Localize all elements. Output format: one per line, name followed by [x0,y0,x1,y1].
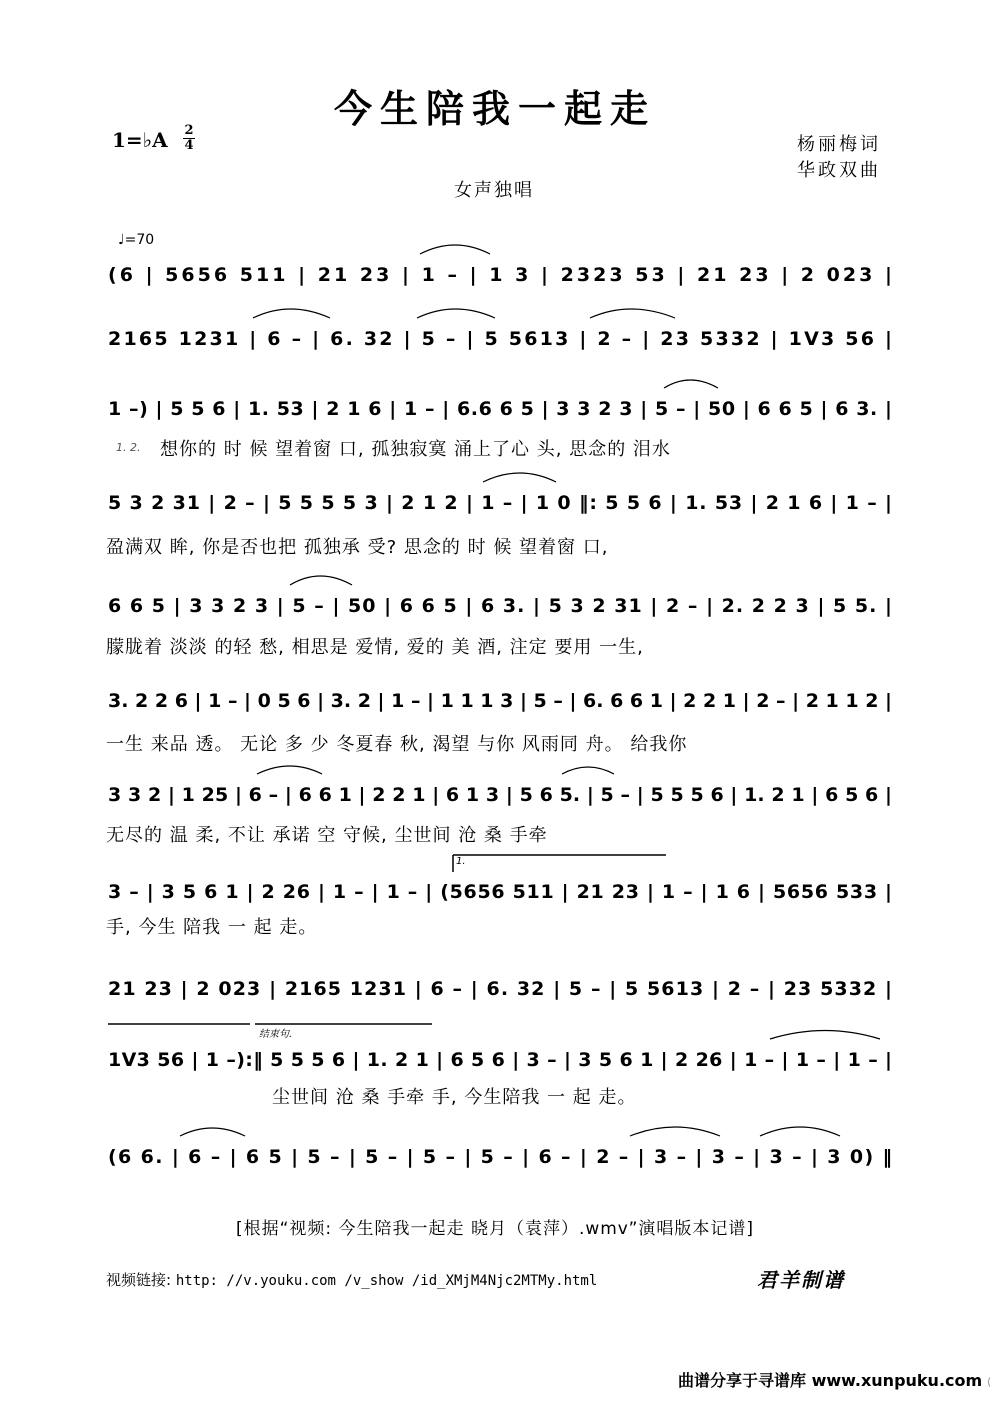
score-row-9-text: 21 23 | 2 023 | 2165 1231 | 6 – | 6. 32 | 5 – | 5 5613 | 2 – | 23 5332 | [108,978,892,1000]
tie-arc [664,380,718,388]
key-signature: 1=♭A [112,128,168,152]
score-row-1-text: (6 | 5656 511 | 21 23 | 1 – | 1 3 | 2323 53 | 21 23 | 2 023 | [108,264,892,286]
score-row-7-text: 3 3 2 | 1 25 | 6 – | 6 6 1 | 2 2 1 | 6 1 3 | 5 6 5. | 5 – | 5 5 5 6 | 1. 2 1 | 6 5 6 | [108,784,892,806]
score-row-5-text: 6 6 5 | 3 3 2 3 | 5 – | 50 | 6 6 5 | 6 3. | 5 3 2 31 | 2 – | 2. 2 2 3 | 5 5. | [108,595,892,617]
score-row-10-text: 1V3 56 | 1 –):‖ 5 5 5 6 | 1. 2 1 | 6 5 6 | 3 – | 3 5 6 1 | 2 26 | 1 – | 1 – | 1 – | [108,1049,892,1071]
tempo-marking: ♩=70 [118,232,155,248]
time-signature-top: 2 [184,123,194,138]
ending-label: 结束句. [259,1029,293,1040]
score-row-11-text: (6 6. | 6 – | 6 5 | 5 – | 5 – | 5 – | 5 – | 6 – | 2 – | 3 – | 3 – | 3 – | 3 0) ‖ [108,1146,892,1168]
video-link-label: 视频链接: [106,1271,172,1289]
tie-arc [590,309,675,318]
transcriber-signature: 君羊制谱 [757,1268,845,1292]
score-row-6-text: 3. 2 2 6 | 1 – | 0 5 6 | 3. 2 | 1 – | 1 1 1 3 | 5 – | 6. 6 6 1 | 2 2 1 | 2 – | 2 1 1 2 | [108,690,892,712]
tie-arc [483,473,556,482]
lyrics-line-6: 手, 今生 陪我 一 起 走。 [106,917,318,938]
performer-note: 女声独唱 [454,180,534,201]
video-link-row [106,1269,597,1290]
tie-arc [180,1128,245,1136]
source-note: [根据“视频: 今生陪我一起走 晓月（袁萍）.wmv”演唱版本记谱] [235,1219,755,1239]
time-signature-bottom: 4 [184,138,194,153]
volta-label: 1. [456,856,466,867]
score-row-3-text: 1 –) | 5 5 6 | 1. 53 | 2 1 6 | 1 – | 6.6 6 5 | 3 3 2 3 | 5 – | 50 | 6 6 5 | 6 3. | [108,398,892,420]
lyrics-line-4: 一生 来品 透。 无论 多 少 冬夏春 秋, 渴望 与你 风雨同 舟。 给我你 [106,734,688,755]
score-row-4-text: 5 3 2 31 | 2 – | 5 5 5 5 3 | 2 1 2 | 1 – | 1 0 ‖: 5 5 6 | 1. 53 | 2 1 6 | 1 – | [108,492,893,514]
lyrics-line-1: 想你的 时 候 望着窗 口, 孤独寂寞 涌上了心 头, 思念的 泪水 [160,439,671,460]
tie-arc [562,767,614,774]
lyrics-line-7: 尘世间 沧 桑 手牵 手, 今生陪我 一 起 走。 [272,1087,637,1108]
page-title: 今生陪我一起走 [333,86,656,131]
tie-arc [290,576,352,585]
lyrics-line-2: 盈满双 眸, 你是否也把 孤独承 受? 思念的 时 候 望着窗 口, [106,537,609,558]
tie-arc [257,766,322,774]
composer-credit: 华政双曲 [797,160,881,181]
tie-arc [770,1031,880,1040]
lyrics-line-3: 朦胧着 淡淡 的轻 愁, 相思是 爱情, 爱的 美 酒, 注定 要用 一生, [106,637,644,658]
tie-arc [630,1127,720,1136]
score-row-2-text: 2165 1231 | 6 – | 6. 32 | 5 – | 5 5613 | 2 – | 23 5332 | 1V3 56 | [108,328,892,350]
verse-marker: 1. 2. [116,441,141,454]
tie-arc [253,309,330,318]
tie-arc [417,309,495,318]
tie-arc [420,245,490,254]
footer-site-text[interactable]: 曲谱分享于寻谱库 www.xunpuku.com [678,1371,983,1390]
footer-watermark [678,1368,990,1391]
score-row-8-text: 3 – | 3 5 6 1 | 2 26 | 1 – | 1 – | (5656 511 | 21 23 | 1 – | 1 6 | 5656 533 | [108,881,892,903]
tie-arc [760,1127,840,1136]
video-link-url[interactable]: http: //v.youku.com /v_show /id_XMjM4Njc2MTMy.html [175,1273,598,1289]
lyricist-credit: 杨丽梅词 [797,134,881,155]
lyrics-line-5: 无尽的 温 柔, 不让 承诺 空 守候, 尘世间 沧 桑 手牵 [106,825,548,846]
